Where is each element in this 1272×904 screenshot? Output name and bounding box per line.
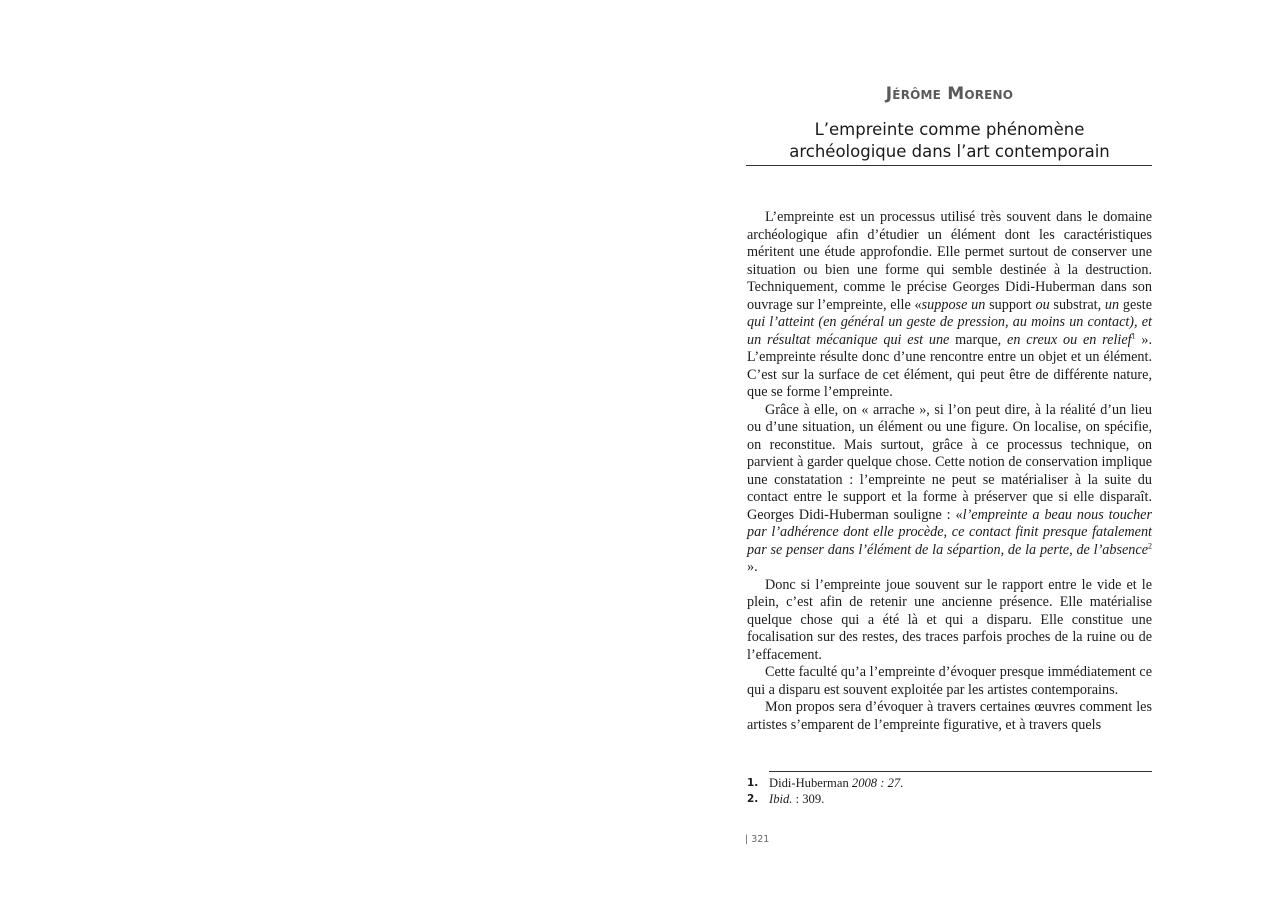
footnote-2 [747,791,1152,807]
article-title [747,119,1152,163]
paragraph-5: Mon propos sera d’évoquer à travers certaines œuvres comment les artistes s’emparent de l’empreinte figurative, et à travers quels [747,699,1152,733]
title-rule [746,165,1152,166]
footnotes [747,775,1152,807]
body-text [747,209,1152,734]
footnote-1 [747,775,1152,791]
footnote-rule [769,771,1152,772]
title-line-2: archéologique dans l’art contemporain [789,142,1110,161]
footnote-ref-1[interactable]: 1 [1131,330,1136,340]
title-line-1: L’empreinte comme phénomène [814,120,1085,139]
paragraph-3: Donc si l’empreinte joue souvent sur le rapport entre le vide et le plein, c’est afin de retenir une ancienne présence. Elle matérialise quelque chose qui a été là et qui a disparu. Elle constitue une focalisation sur des restes, des traces parfois proches de la ruine ou de l’effacement. [747,576,1152,663]
page-number: | 321 [745,834,770,845]
page [747,0,1152,904]
footnote-number: 1. [747,777,759,789]
footnote-ref-2[interactable]: 2 [1148,540,1152,550]
footnote-number: 2. [747,793,759,805]
footnote-text: Ibid. : 309. [769,792,825,806]
author-name: Jérôme Moreno [885,84,1014,104]
paragraph-4: Cette faculté qu’a l’empreinte d’évoquer presque immédiatement ce qui a disparu est souvent exploitée par les artistes contemporains. [747,664,1152,698]
footnote-text: Didi-Huberman 2008 : 27. [769,776,904,790]
paragraph-2: Grâce à elle, on « arrache », si l’on peut dire, à la réalité d’un lieu ou d’une situation, un élément ou une figure. On localise, on spécifie, on reconstitue. Mais surtout, grâce à ce processus technique, on parvient à garder quelque chose. Cette notion de conservation implique une constatation : l’empreinte ne peut se matérialiser à la suite du contact entre le support et la forme à préserver que si elle disparaît. Georges Didi-Huberman souligne : «l’empreinte a beau nous toucher par l’adhérence dont elle procède, ce contact finit presque fatalement par se penser dans l’élément de la sépartion, de la perte, de l’absence$^2$ ». [747,401,1152,575]
paragraph-1: L’empreinte est un processus utilisé très souvent dans le domaine archéologique afin d’étudier un élément dont les caractéristiques méritent une étude approfondie. Elle permet surtout de conserver une situation ou bien une forme qui semble destinée à la destruction. Techniquement, comme le précise Georges Didi-Huberman dans son ouvrage sur l’empreinte, elle «suppose un support ou substrat, un geste qui l’atteint (en général un geste de pression, au moins un contact), et un résultat mécanique qui est une marque, en creux ou en relief$^1$ ». L’empreinte résulte donc d’une rencontre entre un objet et un élément. C’est sur la surface de cet élément, qui peut être de différente nature, que se forme l’empreinte. [747,209,1153,400]
